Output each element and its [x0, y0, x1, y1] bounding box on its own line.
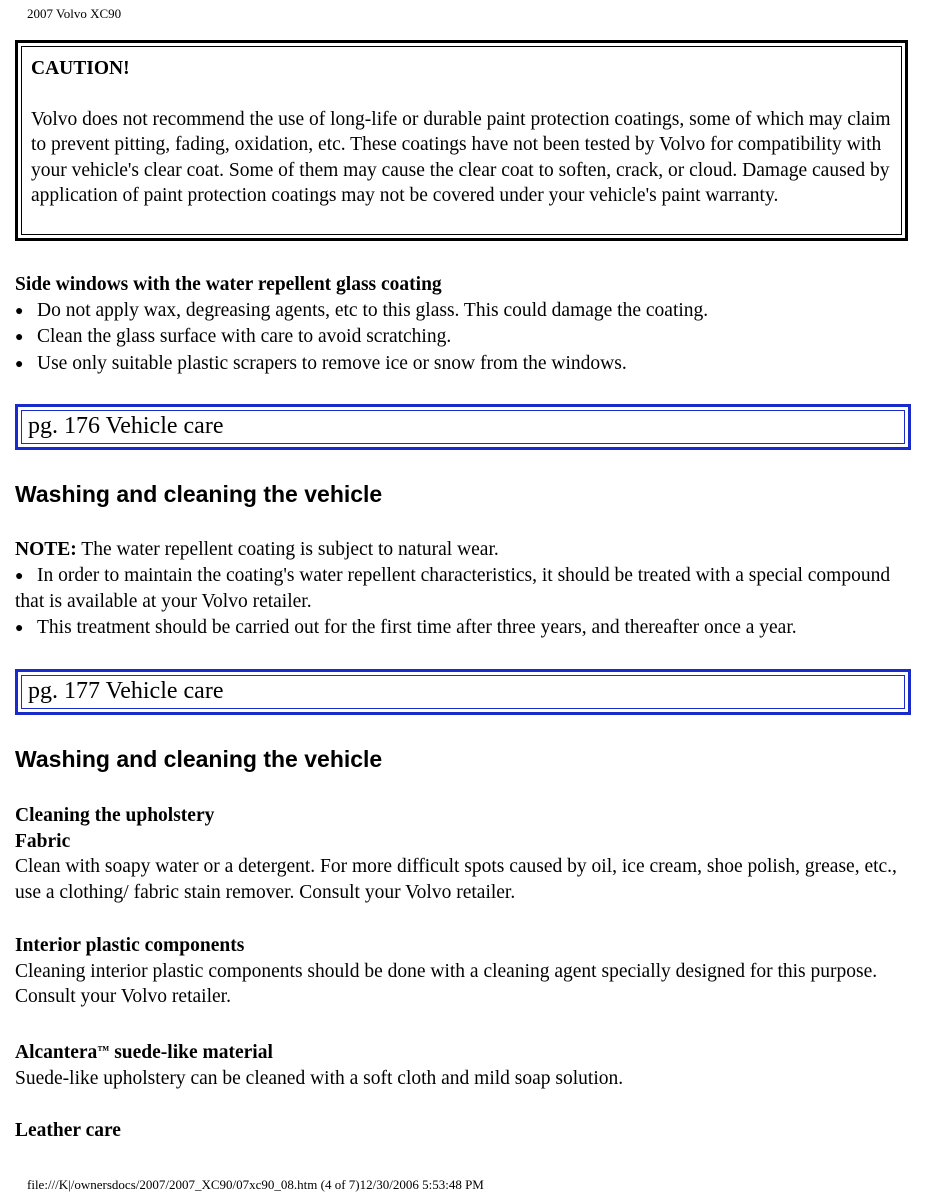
side-windows-section — [15, 272, 915, 377]
bullet-icon: ● — [15, 568, 24, 584]
alcantera-text: Suede-like upholstery can be cleaned with a soft cloth and mild soap solution. — [15, 1067, 624, 1089]
page-176-label: pg. 176 Vehicle care — [21, 410, 905, 444]
note-text: The water repellent coating is subject to natural wear. — [76, 539, 499, 560]
page-177-label: pg. 177 Vehicle care — [21, 675, 905, 709]
fabric-text: Clean with soapy water or a detergent. For more difficult spots caused by oil, ice cream, shoe polish, grease, etc., use a clothing/ fabric stain remover. Consult your Volvo retailer. — [15, 856, 897, 903]
page-176-box — [15, 404, 911, 450]
list-item — [15, 324, 915, 351]
upholstery-section — [15, 803, 915, 905]
alcantera-heading — [15, 1038, 915, 1066]
bullet-icon: ● — [15, 620, 24, 636]
list-item-text: This treatment should be carried out for the first time after three years, and thereafter once a year. — [37, 616, 797, 638]
note-label: NOTE: — [15, 539, 77, 560]
page-176-heading: Washing and cleaning the vehicle — [15, 481, 383, 507]
document-footer: file:///K|/ownersdocs/2007/2007_XC90/07xc90_08.htm (4 of 7)12/30/2006 5:53:48 PM — [27, 1177, 484, 1192]
caution-text: Volvo does not recommend the use of long-life or durable paint protection coatings, some of which may claim to prevent pitting, fading, oxidation, etc. These coatings have not been tested by Volvo for compatibility with your vehicle's clear coat. Some of them may cause the clear coat to soften, crack, or cloud. Damage caused by application of paint protection coatings may not be covered under your vehicle's paint warranty. — [31, 108, 891, 206]
upholstery-heading: Cleaning the upholstery — [15, 805, 215, 826]
caution-box — [15, 40, 908, 241]
document-header-title: 2007 Volvo XC90 — [27, 6, 122, 21]
side-windows-heading: Side windows with the water repellent glass coating — [15, 274, 442, 295]
caution-title: CAUTION! — [31, 58, 130, 79]
list-item-text: Do not apply wax, degreasing agents, etc to this glass. This could damage the coating. — [37, 299, 709, 321]
list-item — [15, 351, 915, 378]
list-item — [15, 298, 915, 325]
alcantera-section — [15, 1038, 915, 1091]
alcantera-heading-name: Alcantera — [15, 1042, 98, 1063]
caution-inner — [21, 46, 902, 235]
list-item — [15, 563, 915, 615]
bullet-icon: ● — [15, 356, 24, 372]
list-item-text: Clean the glass surface with care to avoid scratching. — [37, 326, 452, 347]
page-177-heading: Washing and cleaning the vehicle — [15, 746, 383, 772]
list-item — [15, 615, 915, 642]
bullet-icon: ● — [15, 303, 24, 319]
list-item-text: In order to maintain the coating's water repellent characteristics, it should be treated with a special compound that is available at your Volvo retailer. — [15, 564, 891, 612]
plastic-text: Cleaning interior plastic components should be done with a cleaning agent specially designed for this purpose. Consult your Volvo retailer. — [15, 960, 878, 1007]
leather-heading: Leather care — [15, 1120, 121, 1141]
bullet-icon: ● — [15, 330, 24, 345]
list-item-text: Use only suitable plastic scrapers to remove ice or snow from the windows. — [37, 352, 627, 374]
note-section — [15, 537, 915, 641]
leather-section — [15, 1118, 915, 1144]
plastic-heading: Interior plastic components — [15, 935, 245, 956]
note-line — [15, 537, 915, 563]
plastic-section — [15, 933, 915, 1010]
alcantera-heading-rest: suede-like material — [109, 1042, 273, 1063]
page-177-box — [15, 669, 911, 715]
trademark-symbol: ™ — [97, 1043, 110, 1057]
fabric-heading: Fabric — [15, 830, 71, 852]
